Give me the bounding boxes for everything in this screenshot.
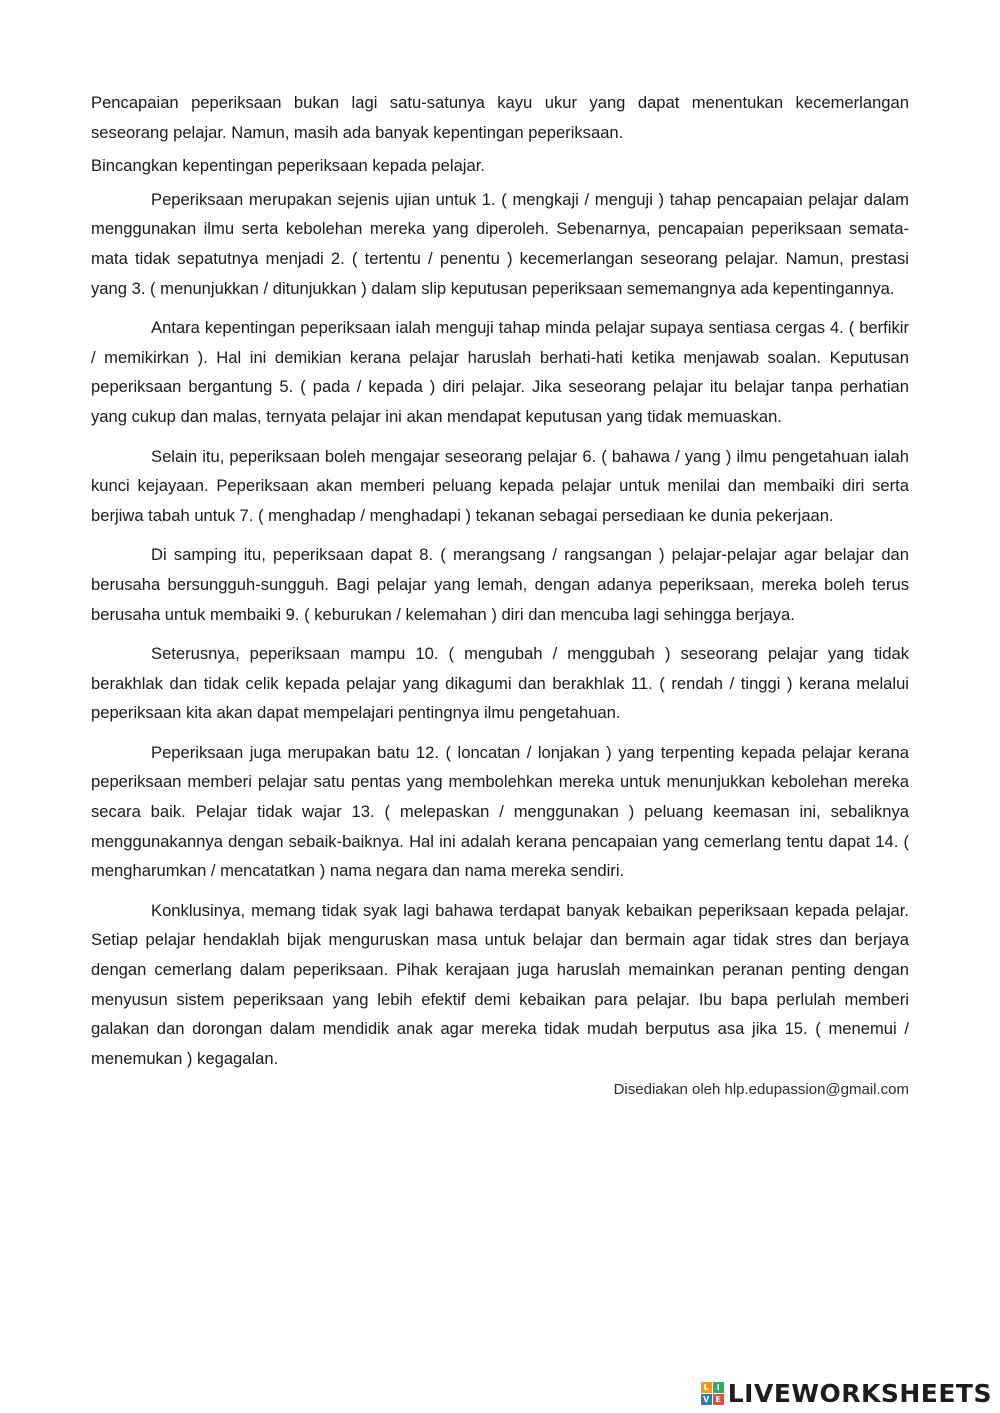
essay-question: Bincangkan kepentingan peperiksaan kepada pelajar. (91, 156, 485, 176)
liveworksheets-brand (701, 1378, 992, 1408)
logo-letter: E (713, 1394, 724, 1405)
brand-name: LIVEWORKSHEETS (727, 1378, 992, 1408)
author-credit: Disediakan oleh hlp.edupassion@gmail.com (613, 1081, 909, 1099)
paragraph-conclusion: Konklusinya, memang tidak syak lagi bahawa terdapat banyak kebaikan peperiksaan kepada pelajar. Setiap pelajar hendaklah bijak menguruskan masa untuk belajar dan bermain agar tidak stres dan berjaya dengan cemerlang dalam peperiksaan. Pihak kerajaan juga haruslah memainkan peranan penting dengan menyusun sistem peperiksaan yang lebih efektif demi kebaikan para pelajar. Ibu bapa perlulah memberi galakan dan dorongan dalam mendidik anak agar mereka tidak mudah berputus asa jika 15. ( menemui / menemukan ) kegagalan. (91, 900, 909, 1068)
paragraph-point-5: Peperiksaan juga merupakan batu 12. ( loncatan / lonjakan ) yang terpenting kepada pelajar kerana peperiksaan memberi pelajar satu pentas yang membolehkan mereka untuk menunjukkan kebolehan mereka secara baik. Pelajar tidak wajar 13. ( melepaskan / menggunakan ) peluang keemasan ini, sebaliknya menggunakannya dengan sebaik-baiknya. Hal ini adalah kerana pencapaian yang cemerlang tentu dapat 14. ( mengharumkan / mencatatkan ) nama negara dan nama mereka sendiri. (91, 742, 909, 881)
paragraph-point-1: Antara kepentingan peperiksaan ialah menguji tahap minda pelajar supaya sentiasa cergas 4. ( berfikir / memikirkan ). Hal ini demikian kerana pelajar haruslah berhati-hati ketika menjawab soalan. Keputusan peperiksaan bergantung 5. ( pada / kepada ) diri pelajar. Jika seseorang pelajar itu belajar tanpa perhatian yang cukup dan malas, ternyata pelajar ini akan mendapat keputusan yang tidak memuaskan. (91, 318, 909, 426)
intro-statement: Pencapaian peperiksaan bukan lagi satu-satunya kayu ukur yang dapat menentukan kecemerlangan seseorang pelajar. Namun, masih ada banyak kepentingan peperiksaan. (91, 93, 909, 142)
paragraph-point-3: Di samping itu, peperiksaan dapat 8. ( merangsang / rangsangan ) pelajar-pelajar agar belajar dan berusaha bersungguh-sungguh. Bagi pelajar yang lemah, dengan adanya peperiksaan, mereka boleh terus berusaha untuk membaiki 9. ( keburukan / kelemahan ) diri dan mencuba lagi sehingga berjaya. (91, 545, 909, 624)
logo-letter: L (701, 1382, 712, 1393)
logo-letter: I (713, 1382, 724, 1393)
liveworksheets-logo-icon (701, 1382, 724, 1405)
paragraph-point-4: Seterusnya, peperiksaan mampu 10. ( mengubah / menggubah ) seseorang pelajar yang tidak berakhlak dan tidak celik kepada pelajar yang dikagumi dan berakhlak 11. ( rendah / tinggi ) kerana melalui peperiksaan kita akan dapat mempelajari pentingnya ilmu pengetahuan. (91, 644, 909, 723)
paragraph-point-2: Selain itu, peperiksaan boleh mengajar seseorang pelajar 6. ( bahawa / yang ) ilmu pengetahuan ialah kunci kejayaan. Peperiksaan akan memberi peluang kepada pelajar untuk menilai dan membaiki diri serta berjiwa tabah untuk 7. ( menghadap / menghadapi ) tekanan sebagai persediaan ke dunia pekerjaan. (91, 446, 909, 525)
paragraph-introduction: Peperiksaan merupakan sejenis ujian untuk 1. ( mengkaji / menguji ) tahap pencapaian pelajar dalam menggunakan ilmu serta kebolehan mereka yang diperoleh. Sebenarnya, pencapaian peperiksaan semata-mata tidak sepatutnya menjadi 2. ( tertentu / penentu ) kecemerlangan seseorang pelajar. Namun, prestasi yang 3. ( menunjukkan / ditunjukkan ) dalam slip keputusan peperiksaan sememangnya ada kepentingannya. (91, 189, 909, 298)
logo-letter: V (701, 1394, 712, 1405)
worksheet-page (91, 88, 909, 1101)
